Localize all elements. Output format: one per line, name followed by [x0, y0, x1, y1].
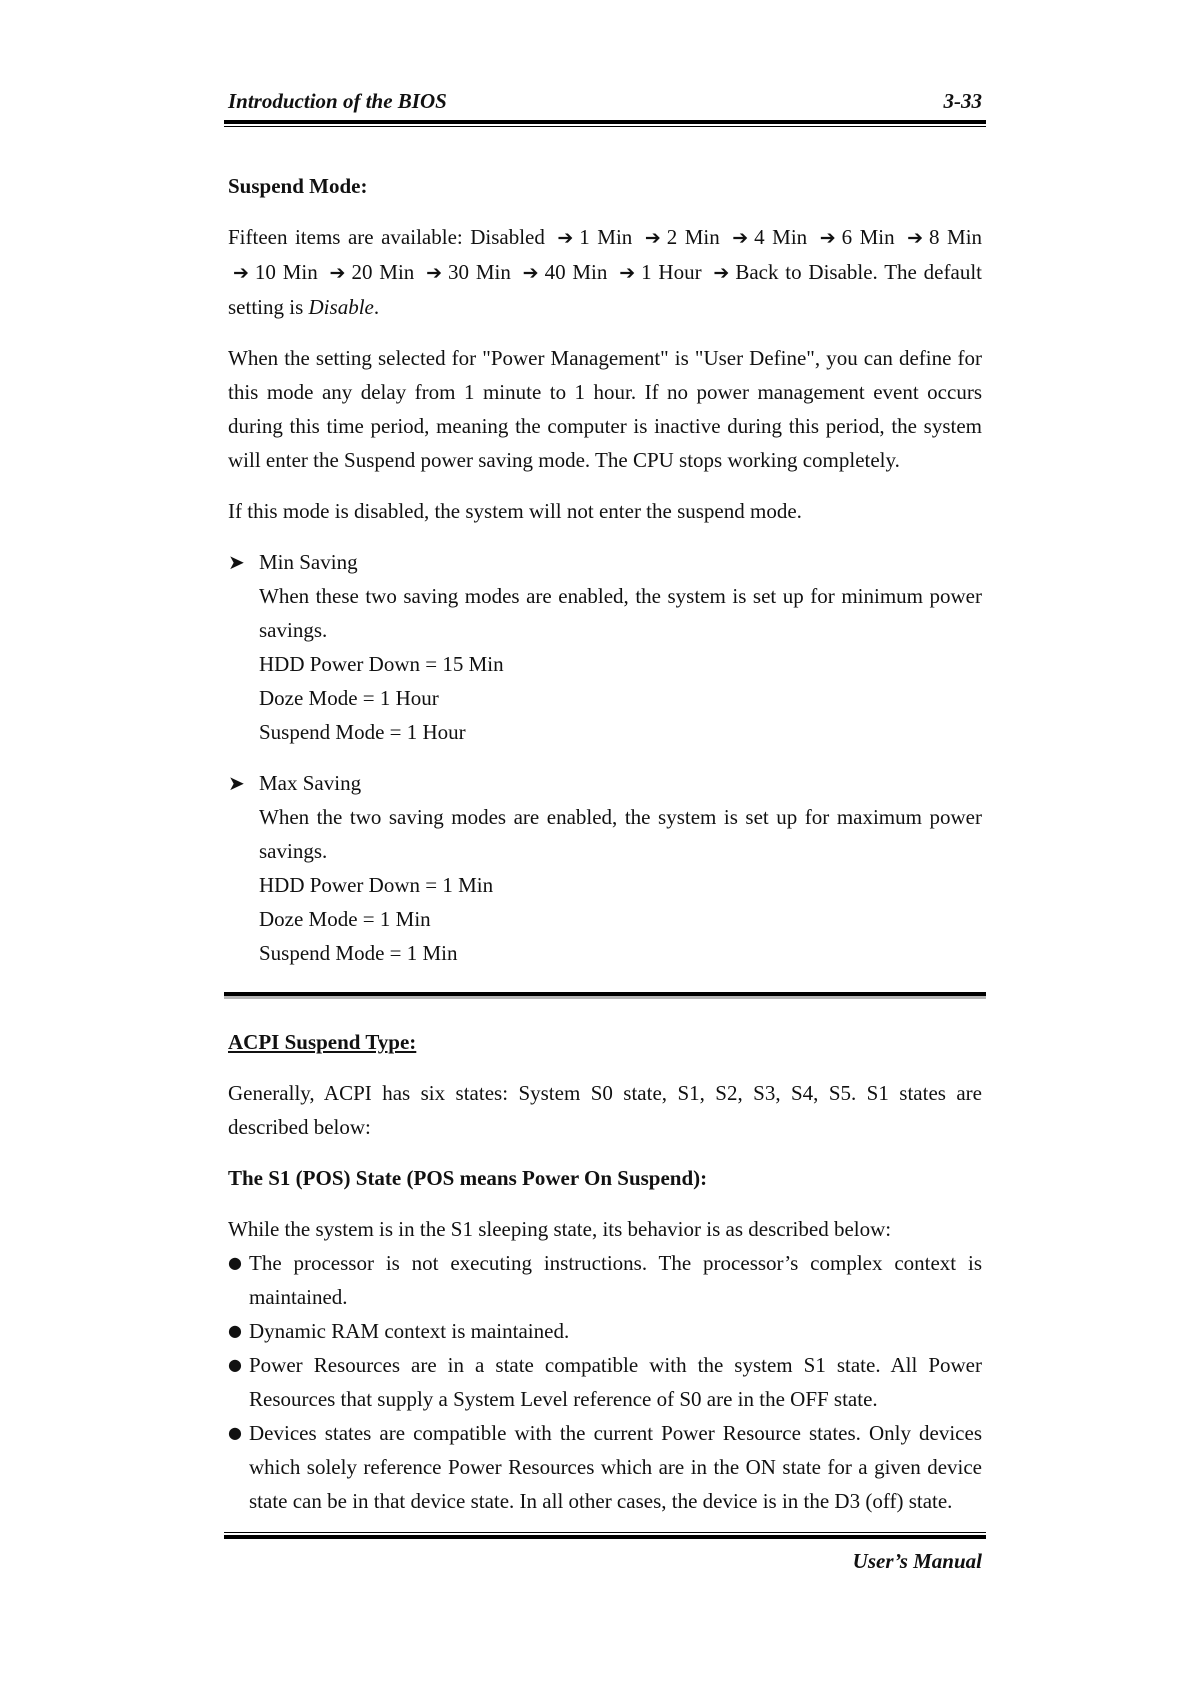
- option-setting: Doze Mode = 1 Hour: [259, 686, 439, 710]
- option-setting: Doze Mode = 1 Min: [259, 907, 431, 931]
- default-value: Disable: [308, 295, 374, 319]
- option-title: Min Saving: [259, 550, 358, 574]
- sequence-item: 6 Min: [841, 225, 895, 249]
- header-title: Introduction of the BIOS: [228, 89, 447, 113]
- list-item: ● The processor is not executing instructions. The processor’s complex context is maintained.: [228, 1246, 982, 1314]
- sequence-item: 2 Min: [666, 225, 720, 249]
- sequence-item: 30 Min: [448, 260, 511, 284]
- list-item: ● Power Resources are in a state compatible with the system S1 state. All Power Resources that supply a System Level reference of S0 are in the OFF state.: [228, 1348, 982, 1416]
- arrow-right-icon: ➔: [732, 227, 749, 249]
- option-max-saving: [228, 766, 982, 970]
- arrow-right-icon: ➔: [819, 227, 836, 249]
- arrowhead-bullet-icon: ➤: [228, 771, 245, 795]
- disabled-paragraph: If this mode is disabled, the system will not enter the suspend mode.: [228, 499, 802, 523]
- arrow-right-icon: ➔: [619, 262, 636, 284]
- bullet-dot-icon: ●: [228, 1321, 242, 1340]
- suspend-mode-items: Fifteen items are available: Disabled ➔ 1 Min ➔ 2 Min ➔ 4 Min ➔ 6 Min ➔ 8 Min ➔ 10 Min ➔ 20 Min ➔ 30 Min ➔ 40 Min ➔ 1 Hour ➔ Back to Disable. The default setting is Disable.: [228, 220, 982, 324]
- page-header: [228, 80, 982, 120]
- list-item: ● Dynamic RAM context is maintained.: [228, 1314, 982, 1348]
- option-description: When the two saving modes are enabled, the system is set up for maximum power savings.: [259, 805, 982, 863]
- bullet-dot-icon: ●: [228, 1355, 242, 1374]
- page-number: 3-33: [943, 89, 982, 113]
- suspend-mode-heading: Suspend Mode:: [228, 174, 368, 198]
- arrow-right-icon: ➔: [426, 262, 443, 284]
- option-description: When these two saving modes are enabled, the system is set up for minimum power savings.: [259, 584, 982, 642]
- option-setting: Suspend Mode = 1 Min: [259, 941, 458, 965]
- sequence-item: 8 Min: [929, 225, 983, 249]
- sequence-item: 1 Min: [579, 225, 633, 249]
- option-setting: Suspend Mode = 1 Hour: [259, 720, 466, 744]
- bullet-dot-icon: ●: [228, 1253, 242, 1272]
- arrow-right-icon: ➔: [644, 227, 661, 249]
- arrow-right-icon: ➔: [233, 262, 249, 284]
- s1-intro: While the system is in the S1 sleeping state, its behavior is as described below:: [228, 1217, 892, 1241]
- sequence-item: 10 Min: [254, 260, 318, 284]
- manual-page: [228, 80, 982, 1574]
- sequence-item: 1 Hour: [641, 260, 702, 284]
- arrow-right-icon: ➔: [329, 262, 346, 284]
- user-define-paragraph: When the setting selected for "Power Management" is "User Define", you can define for this mode any delay from 1 minute to 1 hour. If no power management event occurs during this time period, meaning the computer is inactive during this period, the system will enter the Suspend power saving mode. The CPU stops working completely.: [228, 346, 982, 472]
- s1-heading: The S1 (POS) State (POS means Power On Suspend):: [228, 1166, 708, 1190]
- bullet-dot-icon: ●: [228, 1423, 242, 1442]
- section-divider: [224, 992, 986, 999]
- arrow-right-icon: ➔: [522, 262, 539, 284]
- sequence-item: 20 Min: [351, 260, 415, 284]
- footer-rule: [224, 1532, 986, 1539]
- arrow-right-icon: ➔: [713, 262, 730, 284]
- arrowhead-bullet-icon: ➤: [228, 550, 245, 574]
- sequence-item: Back to Disable. The default setting is: [228, 260, 982, 319]
- arrow-right-icon: ➔: [557, 227, 574, 249]
- page-footer: User’s Manual: [852, 1549, 982, 1573]
- sequence-item: 4 Min: [754, 225, 808, 249]
- acpi-heading: ACPI Suspend Type:: [228, 1030, 417, 1054]
- option-setting: HDD Power Down = 15 Min: [259, 652, 504, 676]
- list-item: ● Devices states are compatible with the current Power Resource states. Only devices which solely reference Power Resources which are in the ON state for a given device state can be in that device state. In all other cases, the device is in the D3 (off) state.: [228, 1416, 982, 1518]
- arrow-right-icon: ➔: [907, 227, 924, 249]
- sequence-item: 40 Min: [544, 260, 608, 284]
- option-title: Max Saving: [259, 771, 362, 795]
- option-min-saving: [228, 545, 982, 749]
- header-rule: [224, 120, 986, 127]
- option-setting: HDD Power Down = 1 Min: [259, 873, 494, 897]
- acpi-intro: Generally, ACPI has six states: System S0 state, S1, S2, S3, S4, S5. S1 states are described below:: [228, 1081, 982, 1139]
